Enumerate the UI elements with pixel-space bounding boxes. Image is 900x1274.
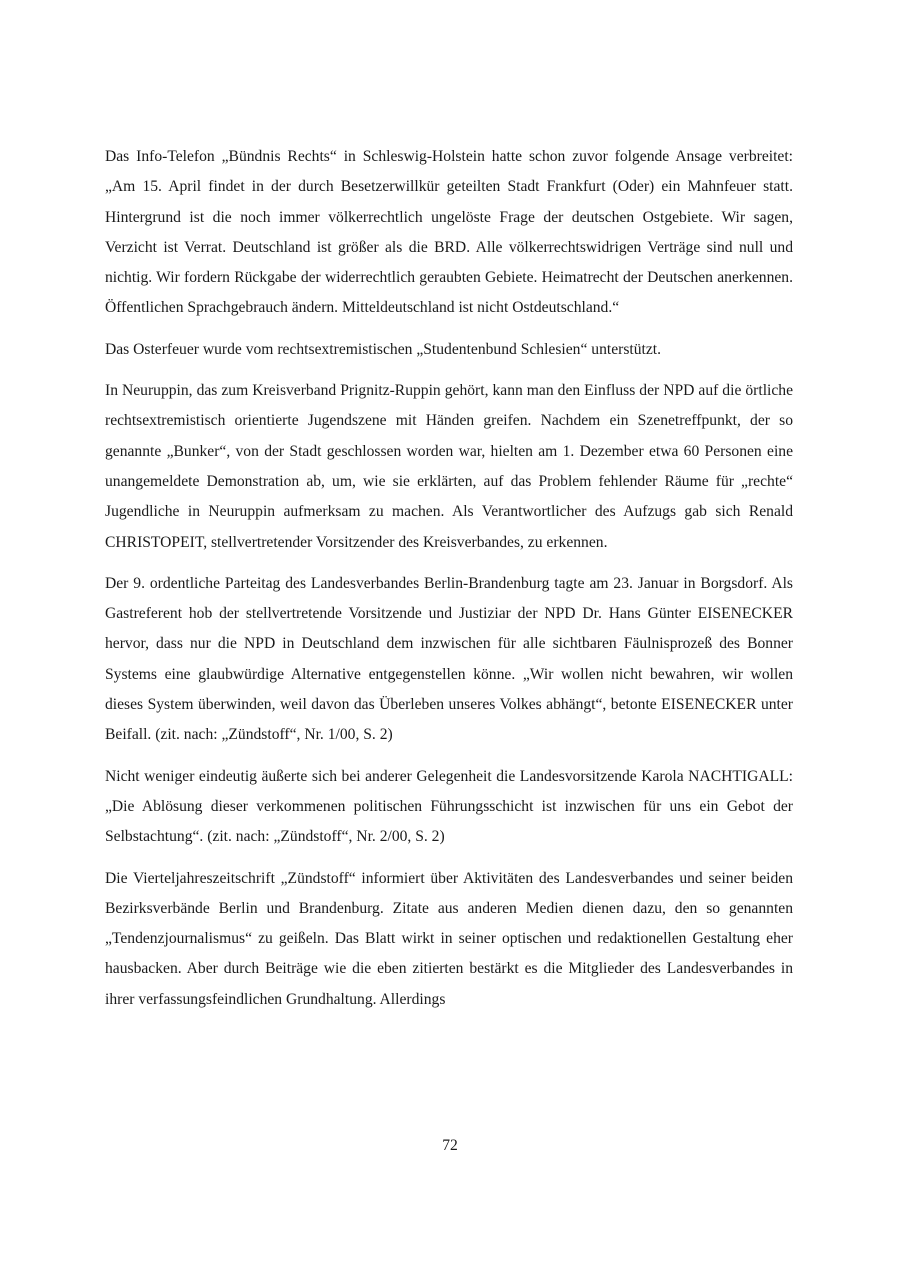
paragraph-nachtigall: Nicht weniger eindeutig äußerte sich bei anderer Gelegenheit die Landesvorsitzende Karola NACHTIGALL: „Die Ablösung dieser verkommenen politischen Führungsschicht ist inzwischen für uns ein Gebot der Selbstachtung“. (zit. nach: „Zündstoff“, Nr. 2/00, S. 2): [105, 767, 793, 846]
paragraph-neuruppin: In Neuruppin, das zum Kreisverband Prignitz-Ruppin gehört, kann man den Einfluss der NPD auf die örtliche rechtsextremistisch orientierte Jugendszene mit Händen greifen. Nachdem ein Szenetreffpunkt, der so genannte „Bunker“, von der Stadt geschlossen worden war, hielten am 1. Dezember etwa 60 Personen eine unangemeldete Demonstration ab, um, wie sie erklärten, auf das Problem fehlender Räume für „rechte“ Jugendliche in Neuruppin aufmerksam zu machen. Als Verantwortlicher des Aufzugs gab sich Renald CHRISTOPEIT, stellvertretender Vorsitzender des Kreisverbandes, zu erkennen.: [105, 382, 793, 551]
page-number: 72: [442, 1137, 458, 1154]
paragraph-osterfeuer: Das Osterfeuer wurde vom rechtsextremistischen „Studentenbund Schlesien“ unterstützt.: [105, 340, 662, 358]
paragraph-parteitag: Der 9. ordentliche Parteitag des Landesverbandes Berlin-Brandenburg tagte am 23. Januar in Borgsdorf. Als Gastreferent hob der stellvertretende Vorsitzende und Justiziar der NPD Dr. Hans Günter EISENECKER hervor, dass nur die NPD in Deutschland dem inzwischen für alle sichtbaren Fäulnisprozeß des Bonner Systems eine glaubwürdige Alternative entgegenstellen könne. „Wir wollen nicht bewahren, wir wollen dieses System überwinden, weil davon das Überleben unseres Volkes abhängt“, betonte EISENECKER unter Beifall. (zit. nach: „Zündstoff“, Nr. 1/00, S. 2): [105, 574, 793, 744]
body-text: [105, 142, 793, 1026]
paragraph-info-telefon: Das Info-Telefon „Bündnis Rechts“ in Schleswig-Holstein hatte schon zuvor folgende Ansage verbreitet: „Am 15. April findet in der durch Besetzerwillkür geteilten Stadt Frankfurt (Oder) ein Mahnfeuer statt. Hintergrund ist die noch immer völkerrechtlich ungelöste Frage der deutschen Ostgebiete. Wir sagen, Verzicht ist Verrat. Deutschland ist größer als die BRD. Alle völkerrechtswidrigen Verträge sind null und nichtig. Wir fordern Rückgabe der widerrechtlich geraubten Gebiete. Heimatrecht der Deutschen anerkennen. Öffentlichen Sprachgebrauch ändern. Mitteldeutschland ist nicht Ostdeutschland.“: [105, 148, 793, 317]
paragraph-zuendstoff: Die Vierteljahreszeitschrift „Zündstoff“ informiert über Aktivitäten des Landesverbandes und seiner beiden Bezirksverbände Berlin und Brandenburg. Zitate aus anderen Medien dienen dazu, den so genannten „Tendenzjournalismus“ zu geißeln. Das Blatt wirkt in seiner optischen und redaktionellen Gestaltung eher hausbacken. Aber durch Beiträge wie die eben zitierten bestärkt es die Mitglieder des Landesverbandes in ihrer verfassungsfeindlichen Grundhaltung. Allerdings: [105, 869, 793, 1008]
